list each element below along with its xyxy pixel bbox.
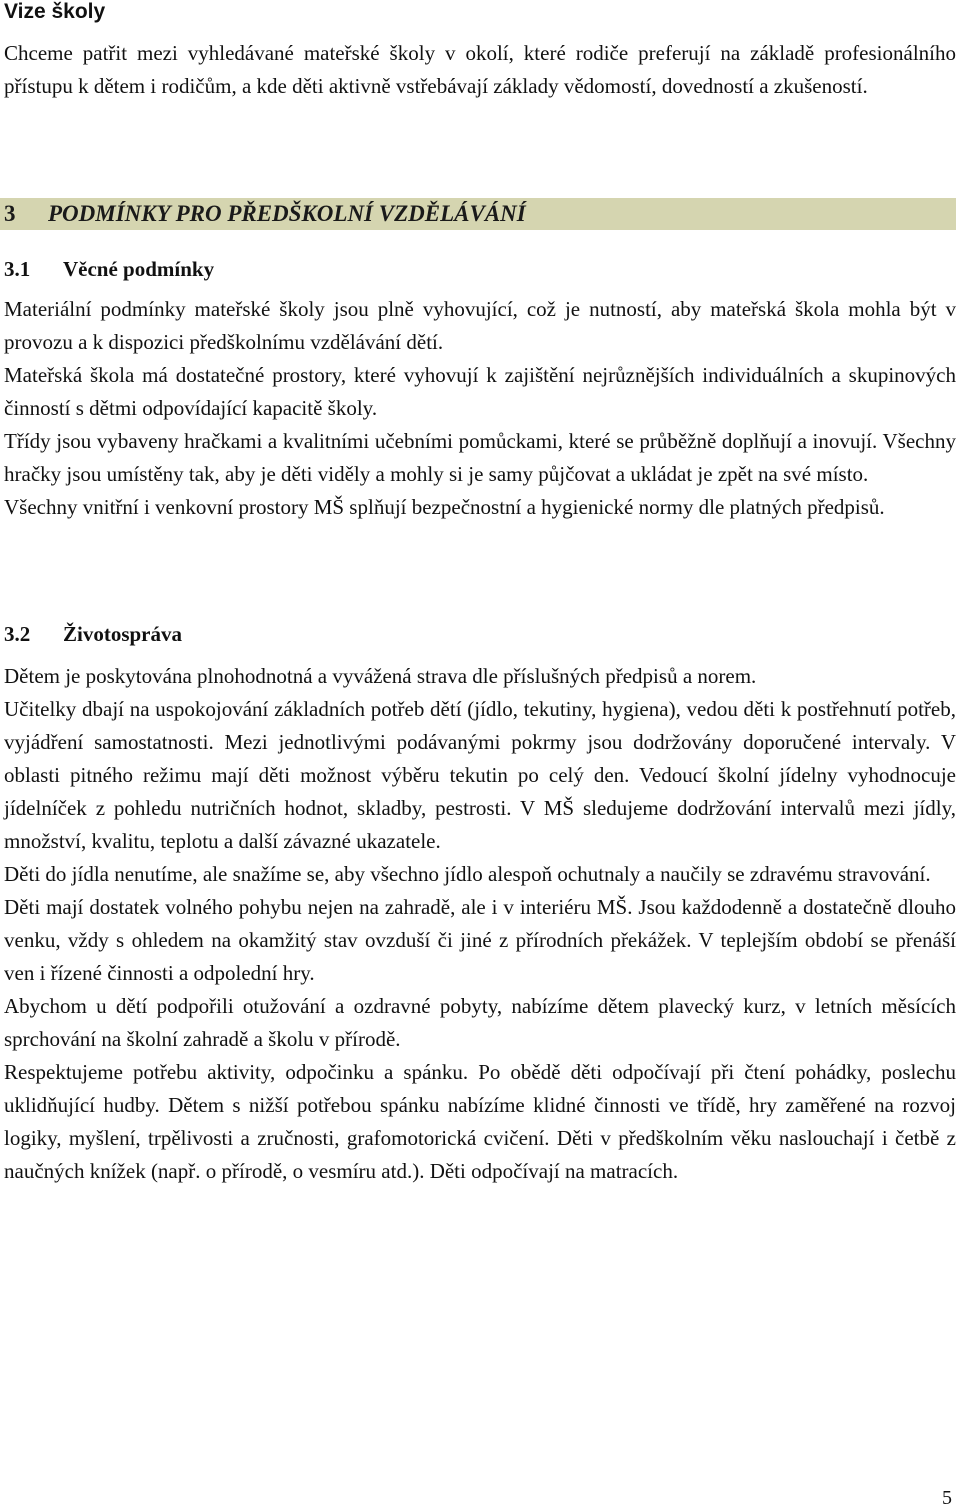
section-3-1-paragraph: Třídy jsou vybaveny hračkami a kvalitními učebními pomůckami, které se průběžně doplňují a inovují. Všechny hračky jsou umístěny tak, aby je děti viděly a mohly si je samy půjčovat a ukládat je zpět na své místo. (4, 429, 956, 486)
section-3-2-paragraph: Děti do jídla nenutíme, ale snažíme se, aby všechno jídlo alespoň ochutnaly a naučily se zdravému stravování. (4, 862, 931, 886)
section-3-1-heading (4, 253, 956, 285)
vize-block (4, 37, 956, 103)
section-3-2-paragraph: Dětem je poskytována plnohodnotná a vyvážená strava dle příslušných předpisů a norem. (4, 664, 757, 688)
section-3-2-paragraph: Abychom u dětí podpořili otužování a ozdravné pobyty, nabízíme dětem plavecký kurz, v letních měsících sprchování na školní zahradě a školu v přírodě. (4, 994, 956, 1051)
section-3-2-body (4, 660, 956, 1188)
section-3-1-paragraph: Všechny vnitřní i venkovní prostory MŠ splňují bezpečnostní a hygienické normy dle platných předpisů. (4, 495, 885, 519)
vize-paragraph: Chceme patřit mezi vyhledávané mateřské školy v okolí, které rodiče preferují na základě profesionálního přístupu k dětem i rodičům, a kde děti aktivně vstřebávají základy vědomostí, dovedností a zkušeností. (4, 41, 956, 98)
section-3-2-paragraph: Děti mají dostatek volného pohybu nejen na zahradě, ale i v interiéru MŠ. Jsou každodenně a dostatečně dlouho venku, vždy s ohledem na okamžitý stav ovzduší či jiné z přírodních překážek. V teplejším období se přenáší ven i řízené činnosti a odpolední hry. (4, 895, 956, 985)
document-page (4, 0, 956, 98)
section-3-1-paragraph: Materiální podmínky mateřské školy jsou plně vyhovující, což je nutností, aby mateřská škola mohla být v provozu a k dispozici předškolnímu vzdělávání dětí. (4, 297, 956, 354)
section-3-1-body (4, 293, 956, 524)
vize-heading: Vize školy (4, 0, 106, 23)
page-number: 5 (942, 1487, 952, 1509)
chapter-heading-bar (0, 198, 956, 230)
section-3-1-title: Věcné podmínky (63, 257, 215, 281)
chapter-number: 3 (4, 201, 16, 226)
chapter-title: PODMÍNKY PRO PŘEDŠKOLNÍ VZDĚLÁVÁNÍ (48, 201, 526, 226)
section-3-2-paragraph: Respektujeme potřebu aktivity, odpočinku a spánku. Po obědě děti odpočívají při čtení pohádky, poslechu uklidňující hudby. Dětem s nižší potřebou spánku nabízíme klidné činnosti ve třídě, hry zaměřené na rozvoj logiky, myšlení, trpělivosti a zručnosti, grafomotorická cvičení. Děti v předškolním věku naslouchají i četbě z naučných knížek (např. o přírodě, o vesmíru atd.). Děti odpočívají na matracích. (4, 1060, 956, 1183)
section-3-2-heading (4, 618, 956, 650)
section-3-2-paragraph: Učitelky dbají na uspokojování základních potřeb dětí (jídlo, tekutiny, hygiena), vedou děti k postřehnutí potřeb, vyjádření samostatnosti. Mezi jednotlivými podávanými pokrmy jsou dodržovány doporučené intervaly. V oblasti pitného režimu mají děti možnost výběru tekutin po celý den. Vedoucí školní jídelny vyhodnocuje jídelníček z pohledu nutričních hodnot, skladby, pestrosti. V MŠ sledujeme dodržování intervalů mezi jídly, množství, kvalitu, teplotu a další závazné ukazatele. (4, 697, 956, 853)
section-3-2-title: Životospráva (63, 622, 183, 646)
section-3-1-number: 3.1 (4, 257, 31, 281)
section-3-1-paragraph: Mateřská škola má dostatečné prostory, které vyhovují k zajištění nejrůznějších individuálních a skupinových činností s dětmi odpovídající kapacitě školy. (4, 363, 956, 420)
section-3-2-number: 3.2 (4, 622, 31, 646)
